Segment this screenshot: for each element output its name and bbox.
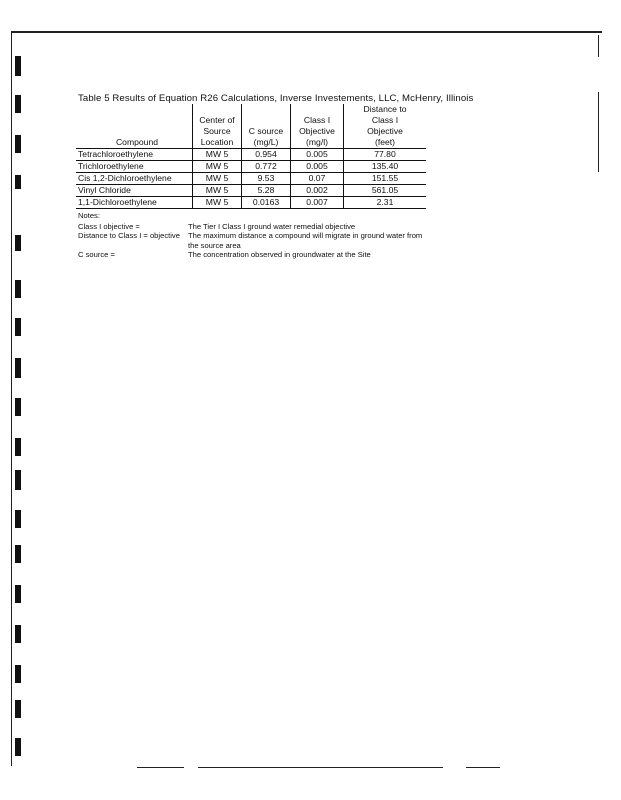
note-definition: The concentration observed in groundwater at the Site bbox=[188, 250, 371, 260]
cell-distance: 77.80 bbox=[344, 149, 427, 161]
cell-compound: Tetrachloroethylene bbox=[76, 149, 193, 161]
binding-mark bbox=[15, 665, 21, 683]
header-distance bbox=[344, 104, 427, 149]
scan-border-bottom bbox=[137, 767, 184, 768]
header-objective-line: (mg/l) bbox=[306, 137, 328, 147]
cell-compound: Vinyl Chloride bbox=[76, 185, 193, 197]
cell-source: 0.954 bbox=[242, 149, 291, 161]
header-source bbox=[242, 104, 291, 149]
table-row bbox=[76, 161, 426, 173]
notes-heading: Notes: bbox=[78, 211, 100, 220]
binding-mark bbox=[15, 56, 21, 76]
header-location-line: Location bbox=[200, 137, 234, 147]
header-source-line: C source bbox=[248, 126, 284, 136]
note-term: C source = bbox=[78, 250, 115, 260]
binding-mark bbox=[15, 95, 21, 113]
binding-mark bbox=[15, 438, 21, 456]
table-row bbox=[76, 149, 426, 161]
binding-mark bbox=[15, 545, 21, 563]
cell-objective: 0.007 bbox=[291, 197, 344, 209]
header-location-line: Center of bbox=[199, 115, 235, 125]
cell-source: 9.53 bbox=[242, 173, 291, 185]
cell-compound: Trichloroethylene bbox=[76, 161, 193, 173]
note-term: Class I objective = bbox=[78, 221, 140, 231]
cell-objective: 0.005 bbox=[291, 149, 344, 161]
note-term: Distance to Class I = objective bbox=[78, 231, 180, 241]
binding-mark bbox=[15, 235, 21, 251]
cell-location: MW 5 bbox=[193, 185, 242, 197]
cell-distance: 135.40 bbox=[344, 161, 427, 173]
binding-mark bbox=[15, 135, 21, 153]
table-row bbox=[76, 173, 426, 185]
header-objective bbox=[291, 104, 344, 149]
table-header-row bbox=[76, 104, 426, 149]
header-compound bbox=[76, 104, 193, 149]
binding-mark bbox=[15, 625, 21, 643]
header-distance-line: (feet) bbox=[374, 137, 396, 147]
cell-source: 5.28 bbox=[242, 185, 291, 197]
table-row bbox=[76, 185, 426, 197]
header-location-line: Source bbox=[203, 126, 231, 136]
results-table bbox=[76, 104, 426, 209]
binding-mark bbox=[15, 318, 21, 336]
cell-distance: 2.31 bbox=[344, 197, 427, 209]
scan-border-right-tick bbox=[598, 35, 599, 57]
binding-mark bbox=[15, 585, 21, 603]
binding-mark bbox=[15, 470, 21, 490]
header-distance-line: Objective bbox=[367, 126, 403, 136]
scan-border-right-tick bbox=[598, 92, 599, 172]
header-objective-line: Objective bbox=[299, 126, 335, 136]
note-item bbox=[78, 222, 423, 232]
header-location bbox=[193, 104, 242, 149]
note-item bbox=[78, 231, 423, 250]
cell-distance: 151.55 bbox=[344, 173, 427, 185]
cell-distance: 561.05 bbox=[344, 185, 427, 197]
header-objective-line: Class I bbox=[303, 115, 331, 125]
table-title: Table 5 Results of Equation R26 Calculations, Inverse Investements, LLC, McHenry, Illinois bbox=[78, 93, 474, 104]
header-compound-label: Compound bbox=[115, 137, 159, 147]
header-distance-line: Distance to bbox=[363, 104, 407, 114]
scan-border-left bbox=[11, 31, 12, 766]
binding-mark bbox=[15, 510, 21, 528]
note-item bbox=[78, 250, 423, 260]
header-source-line: (mg/L) bbox=[253, 137, 279, 147]
cell-location: MW 5 bbox=[193, 161, 242, 173]
binding-mark bbox=[15, 175, 21, 189]
table-row bbox=[76, 197, 426, 209]
cell-source: 0.0163 bbox=[242, 197, 291, 209]
header-distance-line: Class I bbox=[371, 115, 399, 125]
scan-border-bottom bbox=[198, 767, 443, 768]
binding-mark bbox=[15, 280, 21, 298]
scan-border-top bbox=[12, 31, 602, 33]
scan-border-bottom bbox=[466, 767, 500, 768]
cell-location: MW 5 bbox=[193, 197, 242, 209]
cell-location: MW 5 bbox=[193, 173, 242, 185]
cell-objective: 0.002 bbox=[291, 185, 344, 197]
cell-compound: Cis 1,2-Dichloroethylene bbox=[76, 173, 193, 185]
note-definition: The maximum distance a compound will migrate in ground water from the source area bbox=[188, 231, 423, 250]
cell-compound: 1,1-Dichloroethylene bbox=[76, 197, 193, 209]
binding-mark bbox=[15, 358, 21, 378]
binding-mark bbox=[15, 738, 21, 756]
note-definition: The Tier I Class I ground water remedial objective bbox=[188, 221, 356, 231]
cell-objective: 0.005 bbox=[291, 161, 344, 173]
cell-location: MW 5 bbox=[193, 149, 242, 161]
cell-objective: 0.07 bbox=[291, 173, 344, 185]
notes-section bbox=[78, 211, 423, 260]
binding-mark bbox=[15, 398, 21, 416]
binding-mark bbox=[15, 700, 21, 718]
cell-source: 0.772 bbox=[242, 161, 291, 173]
